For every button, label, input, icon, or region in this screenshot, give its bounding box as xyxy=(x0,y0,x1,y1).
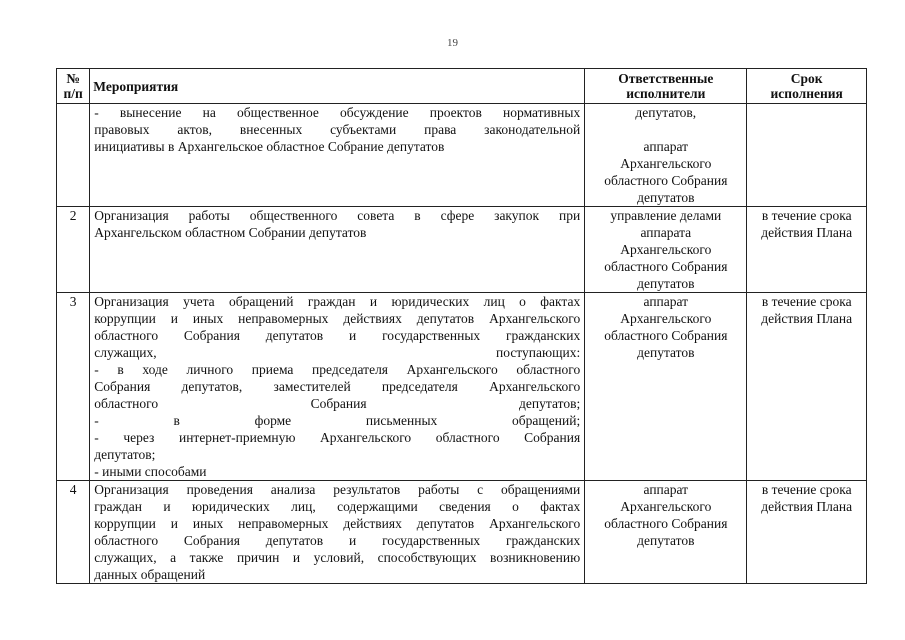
header-responsible-line: Ответственные xyxy=(618,71,714,86)
term-line: действия Плана xyxy=(761,225,853,240)
header-num-line: № xyxy=(66,71,80,86)
responsible-line: областного Собрания xyxy=(604,328,728,343)
responsible-line: управление делами xyxy=(610,208,722,223)
activity-line: Архангельском областном Собрании депутатов xyxy=(94,225,367,240)
activity-line: - в форме письменных обращений; xyxy=(94,413,581,428)
responsible-line: депутатов, xyxy=(635,105,697,120)
responsible-cell xyxy=(585,207,747,293)
term-cell xyxy=(747,293,867,481)
term-line: в течение срока xyxy=(761,294,852,309)
responsible-line: аппарат xyxy=(643,294,689,309)
activity-line: Организация работы общественного совета в сфере закупок при xyxy=(94,208,581,223)
row-number: 3 xyxy=(57,293,90,481)
term-cell xyxy=(747,481,867,584)
header-num xyxy=(57,69,90,104)
term-line: в течение срока xyxy=(761,208,852,223)
activity-line: инициативы в Архангельское областное Собрание депутатов xyxy=(94,139,445,154)
activity-cell xyxy=(90,104,585,207)
activity-line: областного Собрания депутатов и государственных гражданских xyxy=(94,328,581,343)
responsible-line: депутатов xyxy=(637,533,695,548)
activity-line: - вынесение на общественное обсуждение проектов нормативных xyxy=(94,105,581,120)
responsible-line: Архангельского xyxy=(620,242,712,257)
activity-line: - в ходе личного приема председателя Архангельского областного xyxy=(94,362,581,377)
page-number: 19 xyxy=(447,37,458,49)
header-num-line: п/п xyxy=(63,86,83,101)
responsible-line: аппарата xyxy=(640,225,692,240)
activity-line: - через интернет-приемную Архангельского областного Собрания xyxy=(94,430,581,445)
activity-line: областного Собрания депутатов и государственных гражданских xyxy=(94,533,581,548)
activity-line: служащих, а также причин и условий, способствующих возникновению xyxy=(94,550,581,565)
responsible-line: областного Собрания xyxy=(604,259,728,274)
responsible-cell xyxy=(585,104,747,207)
responsible-line: депутатов xyxy=(637,345,695,360)
table-header-row xyxy=(57,69,867,104)
table-row xyxy=(57,207,867,293)
activity-line: - иными способами xyxy=(94,464,207,479)
row-number: 2 xyxy=(57,207,90,293)
activity-line: коррупции и иных неправомерных действиях депутатов Архангельского xyxy=(94,516,581,531)
activity-line: Собрания депутатов, заместителей председателя Архангельского xyxy=(94,379,581,394)
row-number: 4 xyxy=(57,481,90,584)
activity-cell xyxy=(90,207,585,293)
header-term xyxy=(747,69,867,104)
activity-cell xyxy=(90,293,585,481)
responsible-line: Архангельского xyxy=(620,156,712,171)
term-line: действия Плана xyxy=(761,311,853,326)
header-term-line: исполнения xyxy=(770,86,843,101)
term-cell xyxy=(747,207,867,293)
responsible-line: Архангельского xyxy=(620,499,712,514)
activity-line: граждан и юридических лиц, содержащими сведения о фактах xyxy=(94,499,581,514)
activity-line: служащих, поступающих: xyxy=(94,345,581,360)
term-line: действия Плана xyxy=(761,499,853,514)
responsible-line: аппарат xyxy=(643,139,689,154)
activity-line: коррупции и иных неправомерных действиях депутатов Архангельского xyxy=(94,311,581,326)
responsible-line: Архангельского xyxy=(620,311,712,326)
header-term-line: Срок xyxy=(790,71,823,86)
activity-cell xyxy=(90,481,585,584)
activity-line: областного Собрания депутатов; xyxy=(94,396,581,411)
responsible-line: депутатов xyxy=(637,190,695,205)
term-cell xyxy=(747,104,867,207)
responsible-line: областного Собрания xyxy=(604,173,728,188)
activity-line: Организация проведения анализа результатов работы с обращениями xyxy=(94,482,581,497)
activity-line: правовых актов, внесенных субъектами права законодательной xyxy=(94,122,581,137)
table-row xyxy=(57,481,867,584)
responsible-line: аппарат xyxy=(643,482,689,497)
activity-line: Организация учета обращений граждан и юридических лиц о фактах xyxy=(94,294,581,309)
header-responsible xyxy=(585,69,747,104)
header-activity: Мероприятия xyxy=(90,69,585,104)
responsible-gap xyxy=(589,121,742,138)
responsible-line: областного Собрания xyxy=(604,516,728,531)
responsible-cell xyxy=(585,293,747,481)
action-plan-table xyxy=(56,68,867,584)
table-row xyxy=(57,293,867,481)
row-number xyxy=(57,104,90,207)
responsible-line: депутатов xyxy=(637,276,695,291)
responsible-cell xyxy=(585,481,747,584)
term-line: в течение срока xyxy=(761,482,852,497)
table-row xyxy=(57,104,867,207)
activity-line: данных обращений xyxy=(94,567,206,582)
activity-line: депутатов; xyxy=(94,447,156,462)
header-responsible-line: исполнители xyxy=(626,86,706,101)
